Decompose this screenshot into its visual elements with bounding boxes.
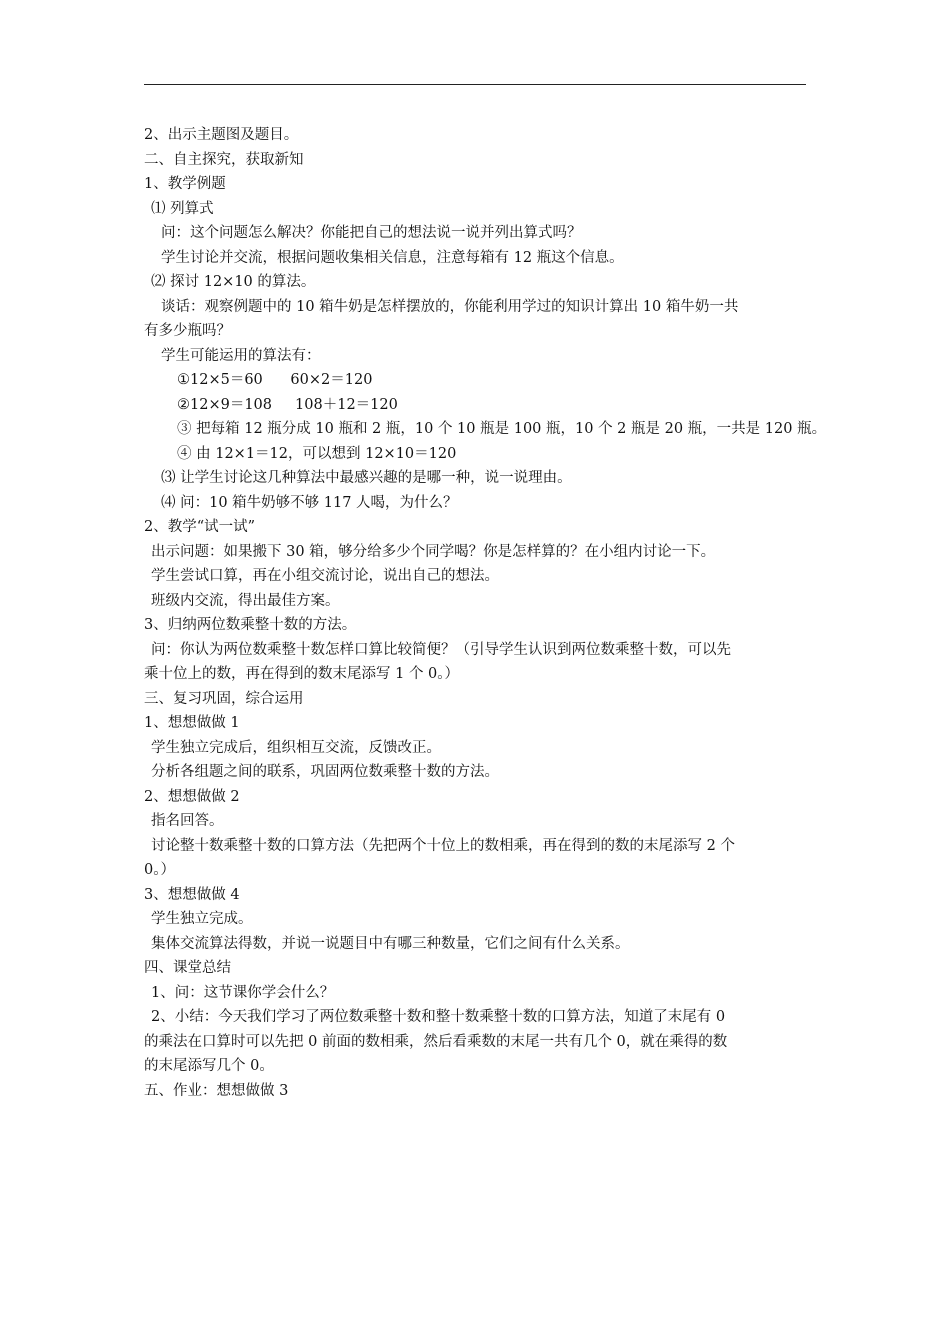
method-line: ①12×5＝60 60×2＝120	[177, 372, 373, 388]
item-line: ⑴ 列算式	[151, 200, 214, 217]
paragraph-line: 2、小结：今天我们学习了两位数乘整十数和整十数乘整十数的口算方法，知道了末尾有 0	[151, 1009, 726, 1025]
paragraph-line: 0。）	[144, 862, 175, 878]
item-line: ⑵ 探讨 12×10 的算法。	[151, 274, 316, 290]
step-line: 2、出示主题图及题目。	[144, 127, 299, 143]
paragraph-line: 学生可能运用的算法有：	[161, 347, 321, 364]
section-heading: 三、复习巩固，综合运用	[144, 690, 304, 707]
paragraph-line: 的乘法在口算时可以先把 0 前面的数相乘，然后看乘数的末尾一共有几个 0，就在乘得的数	[144, 1033, 728, 1050]
item-line: ⑶ 让学生讨论这几种算法中最感兴趣的是哪一种，说一说理由。	[161, 470, 572, 486]
paragraph-line: 学生独立完成。	[151, 911, 253, 927]
subsection-heading: 3、归纳两位数乘整十数的方法。	[144, 617, 357, 633]
paragraph-line: 乘十位上的数，再在得到的数末尾添写 1 个 0。）	[144, 666, 460, 682]
header-rule	[144, 84, 806, 85]
paragraph-line: 问：这个问题怎么解决？你能把自己的想法说一说并列出算式吗？	[161, 225, 582, 241]
paragraph-line: 班级内交流，得出最佳方案。	[151, 592, 340, 609]
paragraph-line: 学生讨论并交流，根据问题收集相关信息，注意每箱有 12 瓶这个信息。	[161, 249, 624, 266]
subsection-heading: 2、教学“试一试”	[144, 519, 256, 535]
paragraph-line: 出示问题：如果搬下 30 箱，够分给多少个同学喝？你是怎样算的？在小组内讨论一下。	[151, 543, 716, 560]
method-line: ④ 由 12×1＝12，可以想到 12×10＝120	[177, 445, 457, 462]
subsection-heading: 3、想想做做 4	[144, 886, 240, 903]
paragraph-line: 讨论整十数乘整十数的口算方法（先把两个十位上的数相乘，再在得到的数的末尾添写 2 个	[151, 837, 735, 854]
section-heading: 五、作业：想想做做 3	[144, 1082, 289, 1099]
paragraph-line: 谈话：观察例题中的 10 箱牛奶是怎样摆放的，你能利用学过的知识计算出 10 箱牛奶一共	[161, 298, 739, 315]
paragraph-line: 分析各组题之间的联系，巩固两位数乘整十数的方法。	[151, 764, 499, 780]
paragraph-line: 集体交流算法得数，并说一说题目中有哪三种数量，它们之间有什么关系。	[151, 935, 630, 952]
subsection-heading: 1、想想做做 1	[144, 715, 240, 731]
subsection-heading: 2、想想做做 2	[144, 788, 240, 805]
section-heading: 二、自主探究，获取新知	[144, 151, 304, 168]
paragraph-line: 有多少瓶吗？	[144, 323, 231, 339]
paragraph-line: 学生独立完成后，组织相互交流，反馈改正。	[151, 739, 441, 756]
subsection-heading: 1、教学例题	[144, 176, 226, 192]
item-line: ⑷ 问：10 箱牛奶够不够 117 人喝，为什么？	[161, 494, 458, 511]
paragraph-line: 问：你认为两位数乘整十数怎样口算比较简便？（引导学生认识到两位数乘整十数，可以先	[151, 641, 731, 658]
paragraph-line: 学生尝试口算，再在小组交流讨论，说出自己的想法。	[151, 568, 499, 584]
document-body	[144, 123, 827, 1103]
section-heading: 四、课堂总结	[144, 960, 231, 976]
method-line: ③ 把每箱 12 瓶分成 10 瓶和 2 瓶，10 个 10 瓶是 100 瓶，10 个 2 瓶是 20 瓶，一共是 120 瓶。	[177, 421, 827, 437]
paragraph-line: 的末尾添写几个 0。	[144, 1058, 274, 1074]
paragraph-line: 1、问：这节课你学会什么？	[151, 984, 335, 1001]
method-line: ②12×9＝108 108＋12＝120	[177, 396, 398, 413]
paragraph-line: 指名回答。	[151, 813, 224, 829]
